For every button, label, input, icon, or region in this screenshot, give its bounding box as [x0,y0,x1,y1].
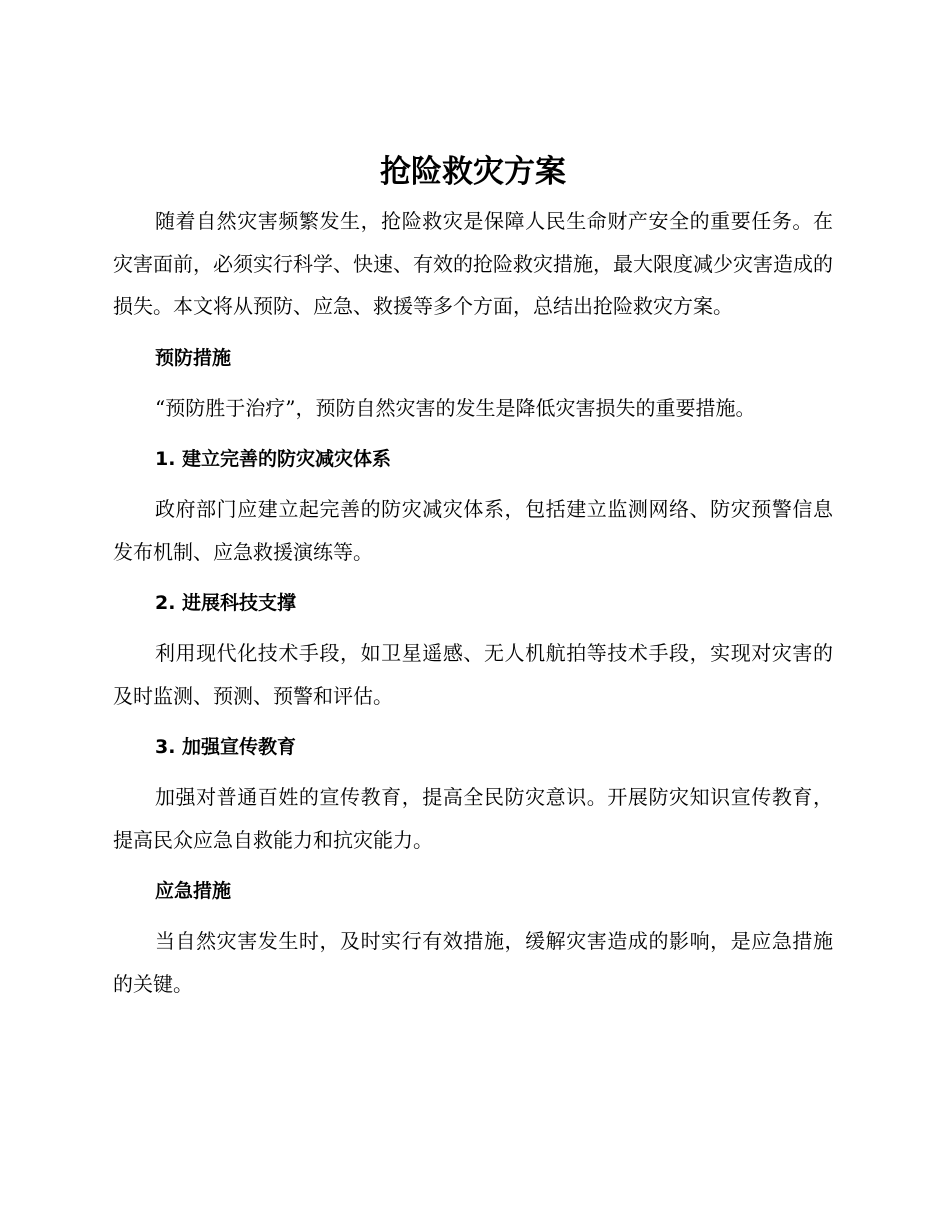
section-heading-prevention: 预防措施 [155,346,232,369]
intro-paragraph: 随着自然灾害频繁发生，抢险救灾是保障人民生命财产安全的重要任务。在灾害面前，必须实行科学、快速、有效的抢险救灾措施，最大限度减少灾害造成的损失。本文将从预防、应急、救援等多个方面，总结出抢险救灾方案。 [113,209,833,318]
section-heading-education: 3. 加强宣传教育 [155,736,297,758]
section-heading-system: 1. 建立完善的防灾减灾体系 [155,448,392,470]
section-heading-emergency: 应急措施 [155,880,232,902]
section-text-education: 加强对普通百姓的宣传教育，提高全民防灾意识。开展防灾知识宣传教育，提高民众应急自救能力和抗灾能力。 [113,785,833,852]
section-text-emergency: 当自然灾害发生时，及时实行有效措施，缓解灾害造成的影响，是应急措施的关键。 [113,929,833,996]
section-heading-technology: 2. 进展科技支撑 [155,592,297,614]
section-text-technology: 利用现代化技术手段，如卫星遥感、无人机航拍等技术手段，实现对灾害的及时监测、预测、预警和评估。 [113,641,833,708]
document-body [113,148,833,1005]
section-text-system: 政府部门应建立起完善的防灾减灾体系，包括建立监测网络、防灾预警信息发布机制、应急救援演练等。 [113,497,833,564]
section-text-prevention: “预防胜于治疗”，预防自然灾害的发生是降低灾害损失的重要措施。 [155,395,756,420]
document-title: 抢险救灾方案 [380,154,566,190]
